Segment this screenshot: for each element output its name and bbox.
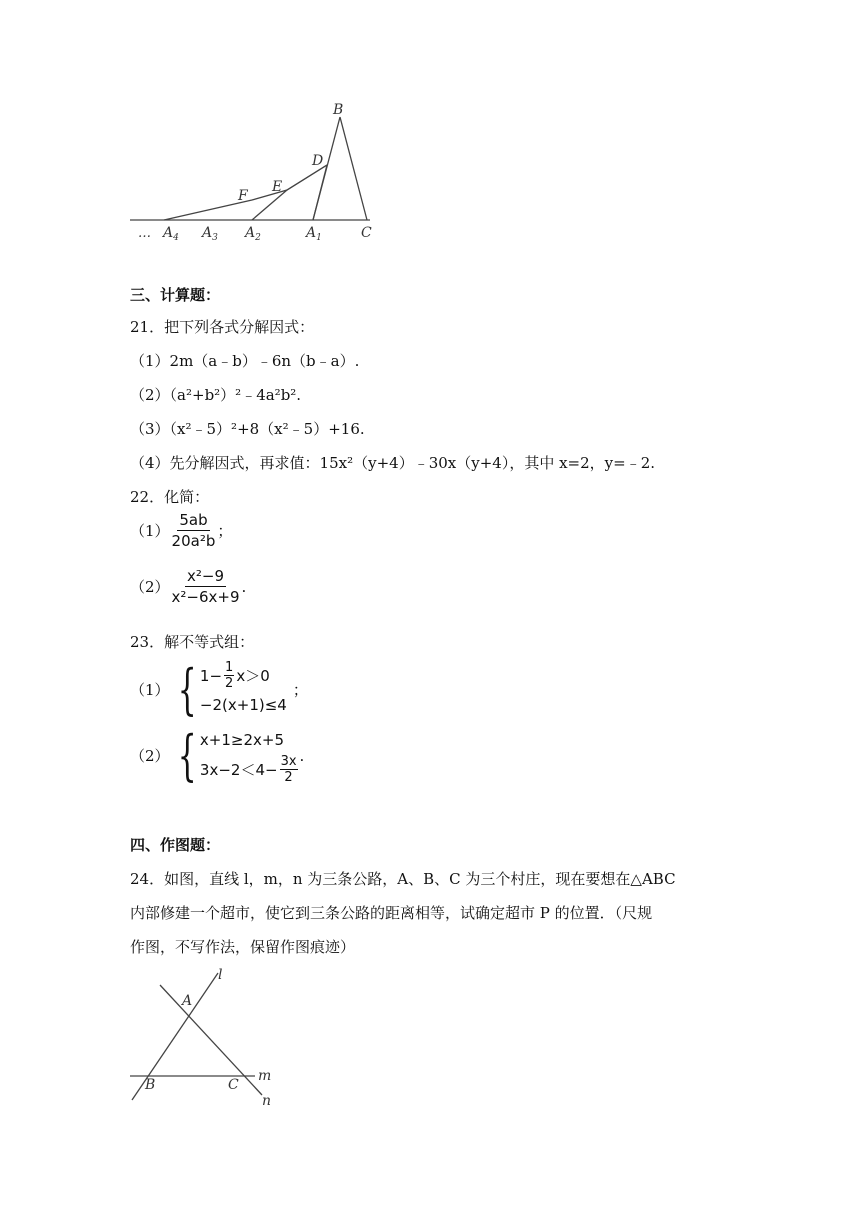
system-row [200,691,287,719]
roads-figure [120,965,290,1110]
q21-part4: （4）先分解因式，再求值：15x²（y+4）﹣30x（y+4），其中 x=2，y=﹣2. [130,454,656,472]
q22-part1-label: （1） [130,522,170,540]
q23-part2 [130,723,305,787]
fraction [170,566,242,607]
denominator: 2 [225,676,234,691]
label-E: E [272,179,283,195]
label-A1: $A_1$ [306,225,322,243]
row-text: 1− [199,666,223,685]
denominator: x²−6x+9 [171,588,240,606]
system-row [200,660,287,691]
q23-stem: 23．解不等式组： [130,633,255,651]
row-text: −2(x+1)≤4 [199,696,287,714]
denominator: 20a²b [171,532,216,550]
numerator: 3x [280,754,297,769]
label-C: C [228,1077,239,1093]
triangle-figure [120,95,400,245]
section-3-title: 三、计算题： [130,286,221,304]
q23-part1-end: ； [292,681,308,699]
q22-part2-end: . [241,577,247,596]
label-D: D [312,153,324,169]
inequality-system [170,657,287,721]
label-A: A [182,993,193,1009]
label-l: l [218,967,223,983]
q21-part1: （1）2m（a﹣b）﹣6n（b﹣a）. [130,352,360,370]
fraction [224,660,234,691]
q23-part1 [130,657,308,721]
q23-part2-end: . [299,746,305,765]
numerator: x²−9 [187,567,225,585]
fraction [280,754,298,785]
brace-icon: { [177,657,197,721]
fraction [170,510,218,551]
q22-stem: 22．化简： [130,488,210,506]
numerator: 5ab [179,511,208,529]
inequality-system [170,723,300,787]
brace-icon: { [177,723,197,787]
label-A4: $A_4$ [163,225,179,243]
q23-part1-label: （1） [130,681,170,699]
q24-line2: 内部修建一个超市，使它到三条公路的距离相等，试确定超市 P 的位置．（尺规 [130,904,653,922]
q22-part2-label: （2） [130,578,170,596]
q24-line1: 24．如图，直线 l，m，n 为三条公路，A、B、C 为三个村庄，现在要想在△ABC [130,870,676,888]
q21-stem: 21．把下列各式分解因式： [130,318,315,336]
q22-part1-end: ； [217,522,233,540]
row-text: x＞0 [236,666,270,685]
label-C: C [361,225,372,241]
q21-part3: （3）（x²﹣5）²+8（x²﹣5）+16. [130,420,365,438]
denominator: 2 [284,770,293,785]
system-row [200,754,300,785]
row-text: 3x−2＜4− [199,760,278,779]
q21-part2: （2）（a²+b²）²﹣4a²b². [130,386,302,404]
label-A2: $A_2$ [245,225,261,243]
label-dots: … [138,226,151,241]
label-F: F [238,188,248,204]
q24-line3: 作图，不写作法，保留作图痕迹） [130,938,356,956]
label-n: n [262,1093,272,1109]
label-A3: $A_3$ [202,225,218,243]
numerator: 1 [225,660,234,675]
q22-part2 [130,566,246,607]
section-4-title: 四、作图题： [130,836,221,854]
label-B: B [145,1077,156,1093]
row-text: x+1≥2x+5 [199,731,284,749]
label-m: m [258,1068,272,1084]
system-row [200,726,300,754]
q23-part2-label: （2） [130,747,170,765]
q22-part1 [130,510,232,551]
label-B: B [333,102,344,118]
